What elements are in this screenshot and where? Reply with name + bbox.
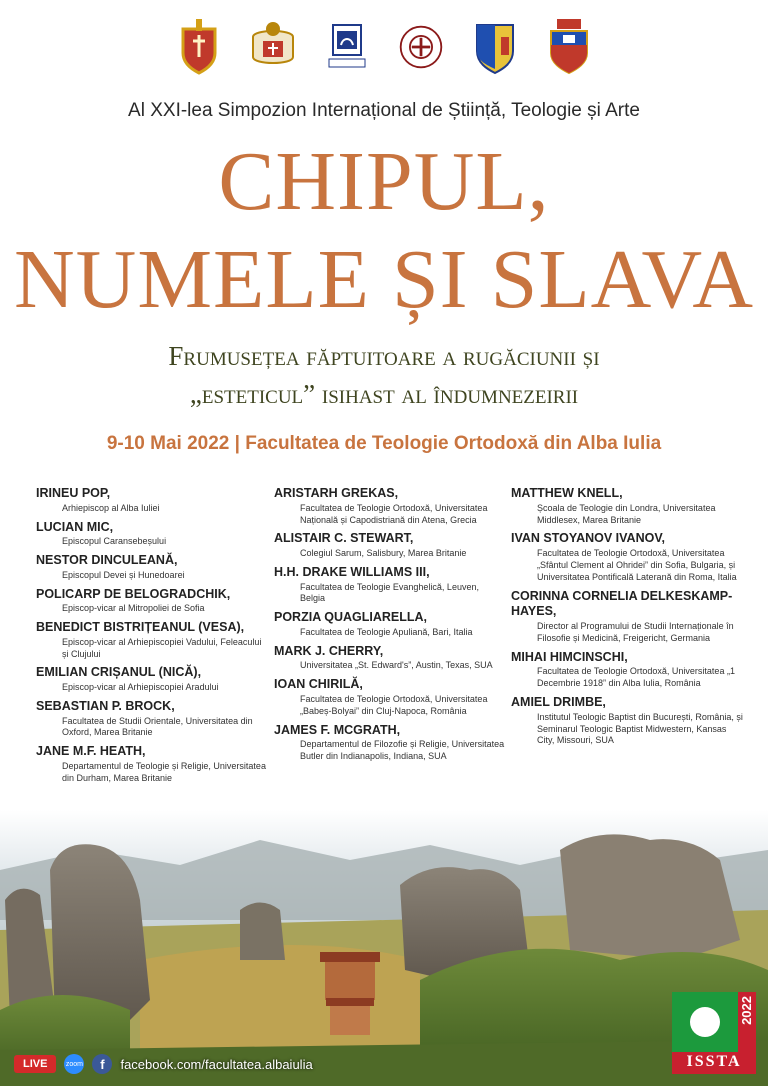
- speaker-entry: [36, 486, 268, 515]
- speaker-entry: [511, 650, 743, 690]
- speaker-entry: [274, 565, 506, 605]
- speaker-affiliation: Episcop-vicar al Arhiepiscopiei Vadului, Feleacului și Clujului: [62, 636, 262, 659]
- speaker-affiliation: Facultatea de Studii Orientale, Universitatea din Oxford, Marea Britanie: [62, 715, 253, 738]
- speaker-entry: [274, 531, 506, 560]
- speaker-entry: [36, 620, 268, 660]
- speaker-entry: [36, 520, 268, 549]
- speaker-affiliation: Director al Programului de Studii Internaționale în Filosofie și Medicină, Freigericht, Germania: [537, 620, 734, 643]
- speaker-entry: [274, 610, 506, 639]
- theology-faculty-seal-icon: [397, 18, 445, 76]
- speaker-name: MATTHEW KNELL,: [511, 486, 623, 500]
- speaker-affiliation: Facultatea de Teologie Ortodoxă, Universitatea „Babeș-Bolyai” din Cluj-Napoca, România: [300, 693, 488, 716]
- speaker-name: NESTOR DINCULEANĂ,: [36, 553, 178, 567]
- speaker-affiliation: Facultatea de Teologie Ortodoxă, Universitatea Națională și Capodistriană din Atena, Grecia: [300, 502, 488, 525]
- speaker-entry: [274, 723, 506, 763]
- university-emblem-icon: [323, 18, 371, 76]
- speaker-affiliation: Școala de Teologie din Londra, Universitatea Middlesex, Marea Britanie: [537, 502, 716, 525]
- speaker-name: MIHAI HIMCINSCHI,: [511, 649, 628, 664]
- speaker-name: CORINNA CORNELIA DELKESKAMP-HAYES,: [511, 588, 733, 619]
- speaker-affiliation: Institutul Teologic Baptist din București, România, și Seminarul Teologic Baptist Midwestern, Kansas City, Missouri, SUA: [537, 711, 743, 746]
- speaker-affiliation: Arhiepiscop al Alba Iuliei: [62, 502, 160, 513]
- speaker-name: SEBASTIAN P. BROCK,: [36, 698, 175, 713]
- speaker-affiliation: Universitatea „St. Edward's”, Austin, Texas, SUA: [300, 660, 493, 671]
- speaker-name: ALISTAIR C. STEWART,: [274, 531, 414, 546]
- meteora-landscape-image: [0, 810, 768, 1086]
- speaker-entry: [274, 644, 506, 673]
- speaker-entry: [274, 486, 506, 526]
- speaker-affiliation: Facultatea de Teologie Apuliană, Bari, Italia: [300, 626, 473, 637]
- speaker-entry: [36, 553, 268, 582]
- county-crest-icon: [471, 18, 519, 76]
- speaker-entry: [511, 486, 743, 526]
- issta-logo-circle: [690, 1007, 720, 1037]
- issta-logo-year: 2022: [739, 996, 754, 1025]
- event-subtitle: Al XXI-lea Simpozion Internațional de Știință, Teologie și Arte: [128, 100, 640, 121]
- speaker-affiliation: Episcop-vicar al Arhiepiscopiei Aradului: [62, 682, 219, 692]
- speakers-column-3: [511, 486, 743, 752]
- speaker-entry: [511, 531, 743, 583]
- speaker-name: AMIEL DRIMBE,: [511, 695, 606, 709]
- speaker-name: H.H. DRAKE WILLIAMS III,: [274, 564, 430, 579]
- speaker-name: MARK J. CHERRY,: [274, 643, 384, 658]
- speaker-name: POLICARP DE BELOGRADCHIK,: [36, 586, 231, 601]
- main-title-line2: NUMELE ȘI SLAVA: [14, 233, 754, 326]
- speaker-name: LUCIAN MIC,: [36, 519, 114, 534]
- speaker-entry: [36, 587, 268, 616]
- facebook-icon: f: [92, 1054, 112, 1074]
- crest-row: [0, 18, 768, 76]
- live-badge: LIVE: [14, 1055, 56, 1073]
- speaker-affiliation: Colegiul Sarum, Salisbury, Marea Britanie: [300, 548, 467, 558]
- zoom-icon: zoom: [64, 1054, 84, 1074]
- speaker-name: IOAN CHIRILĂ,: [274, 677, 363, 692]
- social-footer: [14, 1054, 313, 1074]
- speaker-name: EMILIAN CRIȘANUL (NICĂ),: [36, 665, 202, 680]
- speaker-affiliation: Departamentul de Teologie și Religie, Universitatea din Durham, Marea Britanie: [62, 760, 266, 783]
- main-title-line1: CHIPUL,: [218, 135, 550, 228]
- speaker-affiliation: Facultatea de Teologie Ortodoxă, Universitatea „Sfântul Clement al Ohridei” din Sofia, Bulgaria, și Universitatea Pontificală Laterană din Roma, Italia: [537, 548, 737, 582]
- speaker-name: JAMES F. MCGRATH,: [274, 722, 401, 737]
- speaker-entry: [511, 695, 743, 747]
- speaker-affiliation: Episcopul Devei și Hunedoarei: [62, 569, 185, 580]
- speakers-column-1: [36, 486, 268, 790]
- speaker-entry: [36, 699, 268, 739]
- tagline-line2: „esteticul” isihast al îndumnezeirii: [189, 379, 579, 409]
- speaker-entry: [36, 665, 268, 694]
- speaker-affiliation: Facultatea de Teologie Evanghelică, Leuven, Belgia: [300, 581, 479, 604]
- speaker-name: IVAN STOYANOV IVANOV,: [511, 531, 665, 546]
- patriarchate-crest-icon: [175, 18, 223, 76]
- speaker-entry: [511, 589, 743, 645]
- event-date-venue: 9-10 Mai 2022 | Facultatea de Teologie Ortodoxă din Alba Iulia: [106, 433, 662, 454]
- speaker-name: PORZIA QUAGLIARELLA,: [274, 610, 428, 625]
- speaker-affiliation: Facultatea de Teologie Ortodoxă, Universitatea „1 Decembrie 1918” din Alba Iulia, România: [537, 666, 735, 689]
- speaker-name: ARISTARH GREKAS,: [274, 486, 399, 500]
- tagline-line1: Frumusețea făptuitoare a rugăciunii și: [168, 341, 600, 371]
- speakers-column-2: [274, 486, 506, 768]
- speaker-name: BENEDICT BISTRIȚEANUL (VESA),: [36, 620, 245, 634]
- speaker-affiliation: Departamentul de Filozofie și Religie, Universitatea Butler din Indianapolis, Indiana, SUA: [300, 739, 505, 762]
- facebook-url[interactable]: facebook.com/facultatea.albaiulia: [120, 1056, 313, 1072]
- archdiocese-crest-icon: [249, 18, 297, 76]
- issta-logo: [672, 992, 756, 1074]
- speaker-affiliation: Episcop-vicar al Mitropoliei de Sofia: [62, 603, 205, 614]
- speaker-entry: [274, 677, 506, 717]
- city-crest-icon: [545, 18, 593, 76]
- speaker-entry: [36, 744, 268, 784]
- speaker-affiliation: Episcopul Caransebeșului: [62, 536, 167, 547]
- speaker-name: JANE M.F. HEATH,: [36, 744, 146, 759]
- issta-logo-name: ISSTA: [686, 1053, 742, 1070]
- speaker-name: IRINEU POP,: [36, 486, 111, 500]
